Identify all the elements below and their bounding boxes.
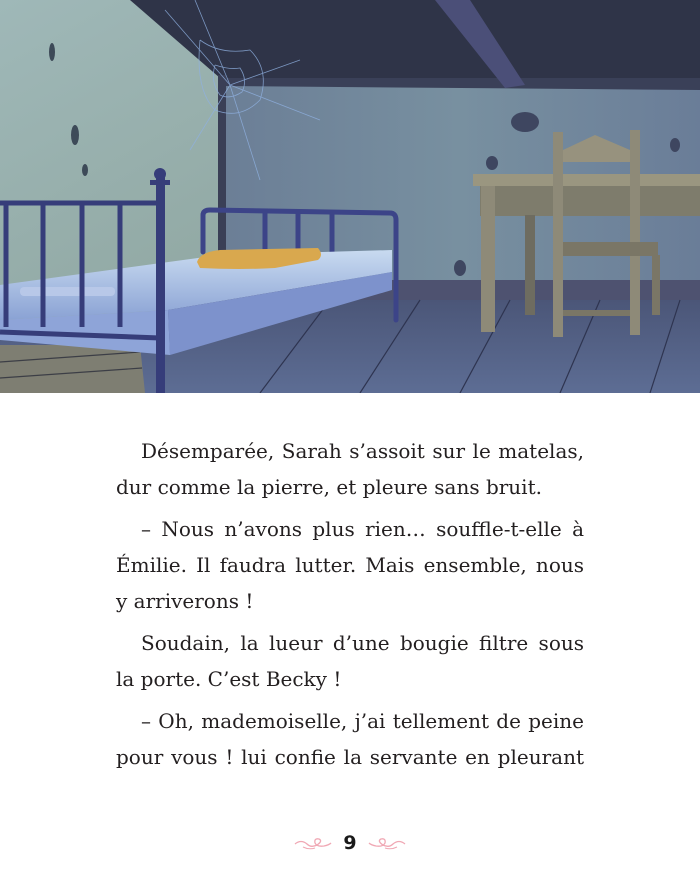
paragraph: Soudain, la lueur d’une bougie filtre sous la porte. C’est Becky ! bbox=[116, 631, 584, 691]
page-number: 9 bbox=[343, 832, 357, 854]
story-text bbox=[116, 433, 584, 781]
flourish-right-icon bbox=[367, 835, 407, 851]
page-footer bbox=[0, 828, 700, 858]
paragraph: – Oh, mademoiselle, j’ai tellement de peine pour vous ! lui confie la servante en pleurant bbox=[116, 709, 584, 769]
attic-bedroom-illustration bbox=[0, 0, 700, 393]
paragraph: – Nous n’avons plus rien… souffle-t-elle à Émilie. Il faudra lutter. Mais ensemble, nous y arriverons ! bbox=[116, 517, 584, 613]
paragraph: Désemparée, Sarah s’assoit sur le matelas, dur comme la pierre, et pleure sans bruit. bbox=[116, 439, 584, 499]
flourish-left-icon bbox=[293, 835, 333, 851]
